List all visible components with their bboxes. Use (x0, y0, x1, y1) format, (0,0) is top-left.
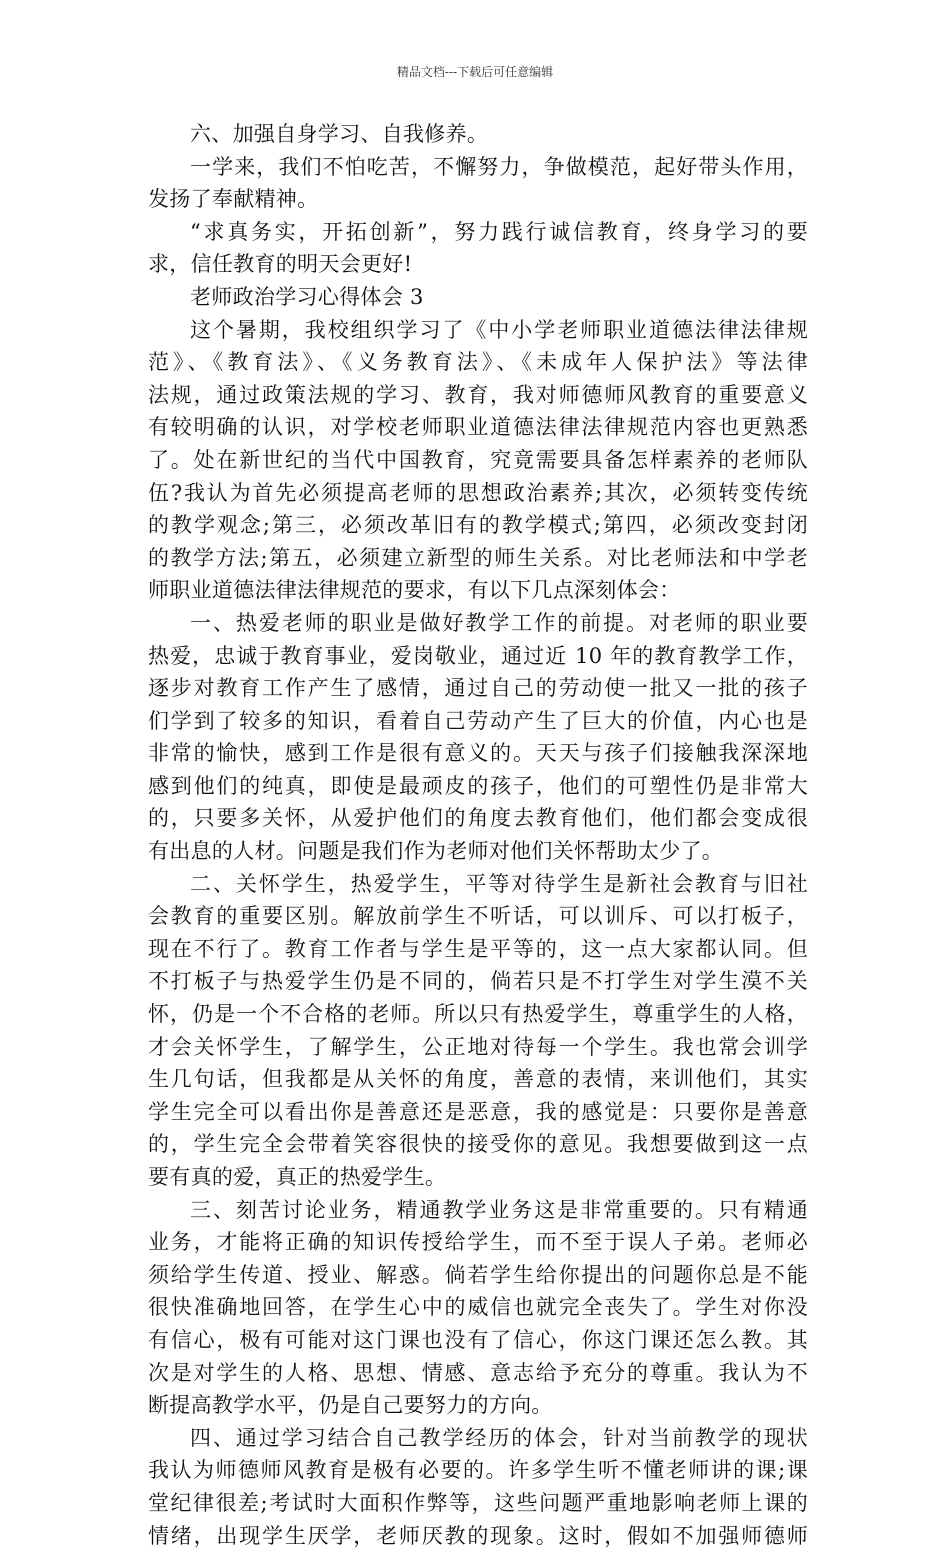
text-line: 学生完全可以看出你是善意还是恶意，我的感觉是：只要你是善意 (148, 1099, 808, 1124)
text-line: 须给学生传道、授业、解惑。倘若学生给你提出的问题你总是不能 (148, 1262, 808, 1287)
text-line: 会教育的重要区别。解放前学生不听话，可以训斥、可以打板子， (148, 904, 808, 929)
text-line: 六、加强自身学习、自我修养。 (190, 122, 489, 146)
text-line: 范》、《教育法》、《义务教育法》、《未成年人保护法》等法律 (148, 350, 808, 375)
text-line: 的，学生完全会带着笑容很快的接受你的意见。我想要做到这一点 (148, 1132, 808, 1157)
text-line: 有信心，极有可能对这门课也没有了信心，你这门课还怎么教。其 (148, 1327, 808, 1352)
text-line: 次是对学生的人格、思想、情感、意志给予充分的尊重。我认为不 (148, 1360, 808, 1385)
text-line: 逐步对教育工作产生了感情，通过自己的劳动使一批又一批的孩子 (148, 676, 808, 701)
text-line: 有出息的人材。问题是我们作为老师对他们关怀帮助太少了。 (148, 839, 724, 864)
document-body (148, 118, 808, 1552)
text-line: 业务，才能将正确的知识传授给学生，而不至于误人子弟。老师必 (148, 1230, 808, 1255)
text-line: 了。处在新世纪的当代中国教育，究竟需要具备怎样素养的老师队 (148, 447, 808, 472)
text-line: 要有真的爱，真正的热爱学生。 (148, 1165, 447, 1189)
text-line: 的教学观念;第三，必须改革旧有的教学模式;第四，必须改变封闭 (148, 513, 808, 538)
text-line: 才会关怀学生，了解学生，公正地对待每一个学生。我也常会训学 (148, 1034, 808, 1059)
text-line: 四、通过学习结合自己教学经历的体会，针对当前教学的现状 (190, 1425, 808, 1450)
text-line: 情绪，出现学生厌学，老师厌教的现象。这时，假如不加强师德师 (148, 1523, 808, 1548)
page-header: 精品文档---下载后可任意编辑 (396, 65, 554, 79)
text-line: 我认为师德师风教育是极有必要的。许多学生听不懂老师讲的课;课 (148, 1458, 808, 1483)
text-line: 法规，通过政策法规的学习、教育，我对师德师风教育的重要意义 (148, 382, 808, 407)
text-line: “求真务实，开拓创新”，努力践行诚信教育，终身学习的要 (190, 219, 808, 244)
text-line: 发扬了奉献精神。 (148, 187, 319, 212)
text-line: 现在不行了。教育工作者与学生是平等的，这一点大家都认同。但 (148, 936, 808, 961)
text-line: 堂纪律很差;考试时大面积作弊等，这些问题严重地影响老师上课的 (148, 1490, 808, 1515)
text-line: 老师政治学习心得体会 3 (190, 284, 424, 309)
text-line: 师职业道德法律法律规范的要求，有以下几点深刻体会： (148, 578, 681, 603)
text-line: 很快准确地回答，在学生心中的威信也就完全丧失了。学生对你没 (148, 1295, 808, 1320)
text-line: 感到他们的纯真，即使是最顽皮的孩子，他们的可塑性仍是非常大 (148, 773, 808, 798)
text-line: 热爱，忠诚于教育事业，爱岗敬业，通过近 10 年的教育教学工作， (148, 643, 808, 668)
text-line: 不打板子与热爱学生仍是不同的，倘若只是不打学生对学生漠不关 (148, 969, 808, 994)
text-line: 求，信任教育的明天会更好! (148, 252, 413, 277)
text-line: 断提高教学水平，仍是自己要努力的方向。 (148, 1393, 553, 1418)
text-line: 的教学方法;第五，必须建立新型的师生关系。对比老师法和中学老 (148, 545, 808, 570)
text-line: 这个暑期，我校组织学习了《中小学老师职业道德法律法律规 (190, 317, 808, 342)
text-line: 非常的愉快，感到工作是很有意义的。天天与孩子们接触我深深地 (148, 741, 808, 766)
text-line: 生几句话，但我都是从关怀的角度，善意的表情，来训他们，其实 (148, 1067, 808, 1092)
text-line: 们学到了较多的知识，看着自己劳动产生了巨大的价值，内心也是 (148, 708, 808, 733)
text-line: 三、刻苦讨论业务，精通教学业务这是非常重要的。只有精通 (190, 1197, 808, 1222)
text-line: 有较明确的认识，对学校老师职业道德法律法律规范内容也更熟悉 (148, 415, 808, 440)
text-line: 二、关怀学生，热爱学生，平等对待学生是新社会教育与旧社 (190, 871, 808, 896)
text-line: 一、热爱老师的职业是做好教学工作的前提。对老师的职业要 (190, 610, 808, 635)
text-line: 一学来，我们不怕吃苦，不懈努力，争做模范，起好带头作用， (190, 154, 808, 179)
text-line: 伍?我认为首先必须提高老师的思想政治素养;其次，必须转变传统 (148, 480, 808, 505)
text-line: 的，只要多关怀，从爱护他们的角度去教育他们，他们都会变成很 (148, 806, 808, 831)
text-line: 怀，仍是一个不合格的老师。所以只有热爱学生，尊重学生的人格， (148, 1002, 808, 1027)
